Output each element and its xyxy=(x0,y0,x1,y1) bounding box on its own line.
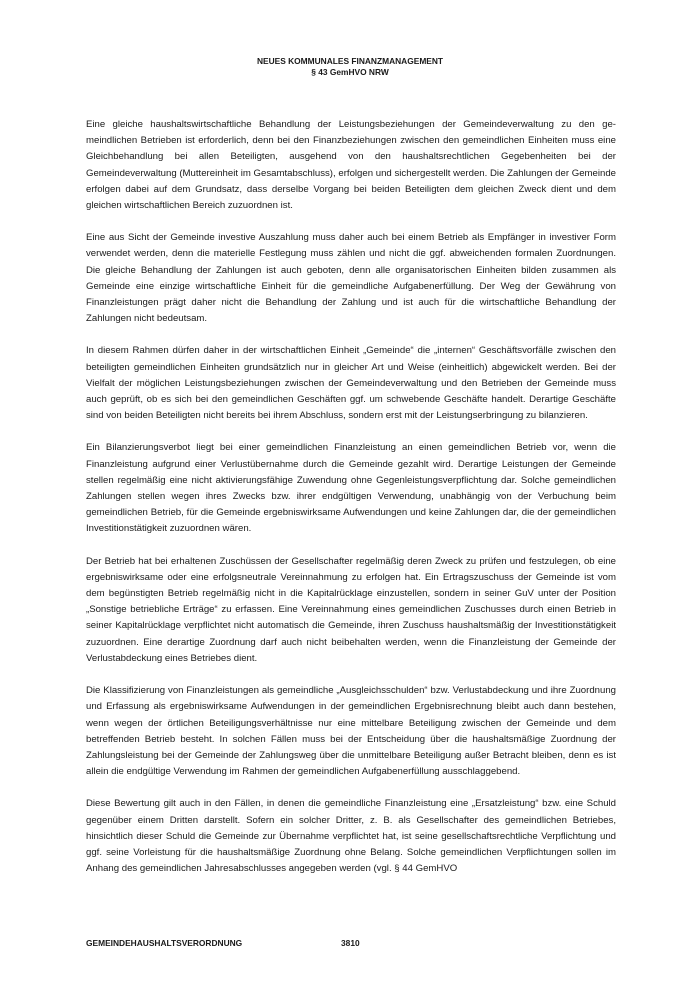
page-number: 3810 xyxy=(341,938,360,948)
page-header xyxy=(0,56,700,78)
header-subtitle: § 43 GemHVO NRW xyxy=(311,67,389,77)
paragraph: Der Betrieb hat bei erhaltenen Zuschüssen der Gesellschafter regelmäßig deren Zweck zu prüfen und festzulegen, ob eine ergebniswirksame oder eine erfolgsneutrale Vereinnahmung zu erfolgen hat. Ein Ertragszuschuss der Gemeinde ist vom dem begünstigten Betrieb regelmäßig nicht in die Kapitalrücklage einzustellen, sondern in seiner GuV unter der Position „Sonstige betriebliche Erträge“ zu erfassen. Eine Vereinnahmung eines gemeindlichen Zuschusses durch einen Betrieb in seiner Kapitalrücklage verpflichtet nicht automatisch die Gemeinde, ihren Zuschuss haushaltsmäßig der Investitionstätigkeit zuzuordnen. Eine derartige Zuordnung darf auch nicht beibehalten werden, wenn die Finanzleistung der Gemeinde der Verlustabdeckung eines Betriebes dient. xyxy=(86,555,616,664)
footer-label: GEMEINDEHAUSHALTSVERORDNUNG xyxy=(86,938,243,948)
paragraph: Diese Bewertung gilt auch in den Fällen, in denen die gemeindliche Finanzleistung eine „Ersatzleistung“ bzw. eine Schuld gegenüber einem Dritten darstellt. Sofern ein solcher Dritter, z. B. als Gesellschafter des gemeindlichen Betriebes, hinsichtlich dieser Schuld die Gemeinde zur Übernahme verpflichtet hat, ist seine gesellschaftsrechtliche Verpflichtung und ggf. seine Vorleistung für die haushaltsmäßige Zuordnung ohne Belang. Solche gemeindlichen Verpflichtungen sollen im Anhang des gemeindlichen Jahresabschlusses angegeben werden (vgl. § 44 GemHVO xyxy=(86,798,616,875)
paragraph: In diesem Rahmen dürfen daher in der wirtschaftlichen Einheit „Gemeinde“ die „internen“ Geschäftsvorfälle zwischen den beteiligten gemeindlichen Einheiten grundsätzlich nur in gleicher Art und Weise (einheitlich) abgewickelt werden. Bei der Vielfalt der möglichen Leistungsbeziehungen zwischen der Gemeindeverwaltung und den Betrieben der Gemeinde muss auch geprüft, ob es sich bei den gemeindlichen Geschäften ggf. um schwebende Geschäfte handelt. Derartige Geschäfte sind von beiden Beteiligten nicht bereits bei ihrem Abschluss, sondern erst mit der Leistungserbringung zu bilanzieren. xyxy=(86,345,616,422)
paragraph: Die Klassifizierung von Finanzleistungen als gemeindliche „Ausgleichsschulden“ bzw. Verlustabdeckung und ihre Zuordnung und Erfassung als ergebniswirksame Aufwendungen in der gemeindlichen Ergebnisrechnung bleibt auch dann bestehen, wenn wegen der örtlichen Beteiligungsverhältnisse nur eine mittelbare Beteiligung zwischen der Gemeinde und dem betreffenden Betrieb besteht. In solchen Fällen muss bei der Entscheidung über die haushaltsmäßige Zuordnung der Zahlungsleistung bei der Gemeinde der Zahlungsweg über die unmittelbare Beteiligung außer Betracht bleiben, denn es ist allein die endgültige Verwendung im Rahmen der gemeindlichen Aufgabenerfüllung ausschlaggebend. xyxy=(86,685,616,778)
header-title: NEUES KOMMUNALES FINANZMANAGEMENT xyxy=(256,56,444,66)
paragraph: Eine gleiche haushaltswirtschaftliche Behandlung der Leistungsbeziehungen der Gemeindeverwaltung zu den gemeindlichen Betrieben ist erforderlich, denn bei den Finanzbeziehungen zwischen den gemeindlichen Einheiten muss eine Gleichbehandlung bei allen Beteiligten, ausgehend von den haushaltsrechtlichen Gegebenheiten bei der Gemeindeverwaltung (Muttereinheit im Gesamtabschluss), erfolgen und sichergestellt werden. Die Zahlungen der Gemeinde erfolgen dabei auf dem Grundsatz, dass derselbe Vorgang bei beiden Beteiligten dem gleichen Zweck dient und dem gleichen wirtschaftlichen Bereich zuzuordnen ist. xyxy=(86,119,616,212)
body-text xyxy=(86,117,616,893)
paragraph: Ein Bilanzierungsverbot liegt bei einer gemeindlichen Finanzleistung an einen gemeindlichen Betrieb vor, wenn die Finanzleistung aufgrund einer Verlustübernahme durch die Gemeinde gezahlt wird. Derartige Leistungen der Gemeinde stellen regelmäßig eine nicht aktivierungsfähige Zuwendung ohne Gegenleistungsverpflichtung dar. Solche gemeindlichen Zahlungen stellen wegen ihres Zwecks bzw. ihrer endgültigen Verwendung, unabhängig von der Verbuchung beim gemeindlichen Betrieb, für die Gemeinde ergebniswirksame Aufwendungen und keine Zahlungen dar, die der gemeindlichen Investitionstätigkeit zuzuordnen wären. xyxy=(86,442,616,535)
paragraph: Eine aus Sicht der Gemeinde investive Auszahlung muss daher auch bei einem Betrieb als Empfänger in investiver Form verwendet werden, denn die materielle Festlegung muss zählen und nicht die ggf. abweichenden formalen Zuordnungen. Die gleiche Behandlung der Zahlungen ist auch geboten, denn alle organisatorischen Einheiten bilden zusammen als Gemeinde eine einzige wirtschaftliche Einheit für die gemeindliche Aufgabenerfüllung. Der Weg der Gewährung von Finanzleistungen prägt daher nicht die Behandlung der Zahlung und ist auch für die wirtschaftliche Behandlung der Zahlungen nicht bedeutsam. xyxy=(86,232,616,325)
